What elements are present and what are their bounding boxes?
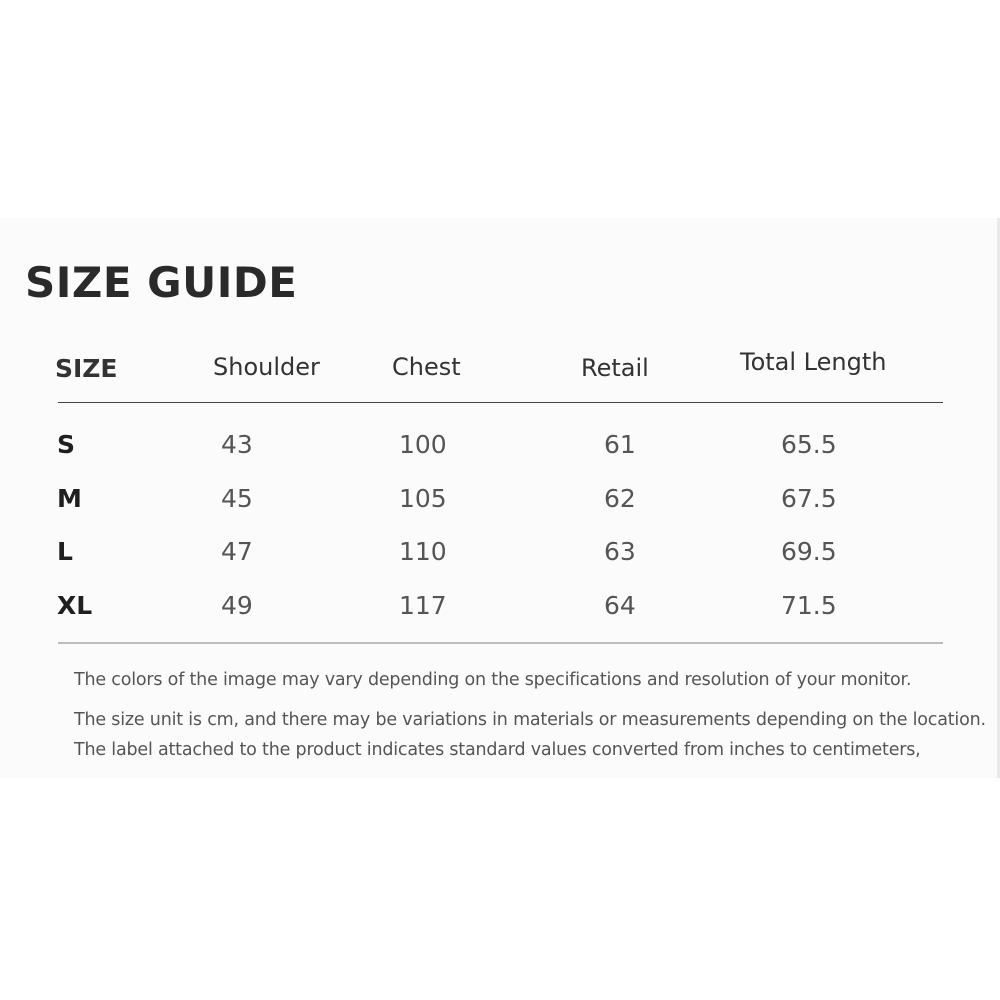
shoulder-cell: 47 [221,537,253,566]
shoulder-cell: 43 [221,430,253,459]
column-header-chest: Chest [392,353,461,381]
column-header-total-length: Total Length [740,348,887,376]
chest-cell: 117 [399,591,447,620]
total-length-cell: 67.5 [781,484,837,513]
note-size-unit: The size unit is cm, and there may be variations in materials or measurements depending on the location. [74,710,986,730]
retail-cell: 63 [604,537,636,566]
retail-cell: 62 [604,484,636,513]
size-cell: XL [57,591,93,620]
column-header-size: SIZE [55,354,118,383]
size-cell: M [57,484,82,513]
retail-cell: 64 [604,591,636,620]
note-monitor-colors: The colors of the image may vary depending on the specifications and resolution of your monitor. [74,670,912,690]
size-cell: S [57,430,76,459]
total-length-cell: 65.5 [781,430,837,459]
column-header-shoulder: Shoulder [213,353,320,381]
column-header-retail: Retail [581,354,649,382]
table-bottom-divider [58,642,943,644]
chest-cell: 105 [399,484,447,513]
page-title: SIZE GUIDE [25,258,298,307]
size-cell: L [57,537,73,566]
header-divider [58,402,943,403]
note-label-conversion: The label attached to the product indicates standard values converted from inches to centimeters, [74,740,921,760]
retail-cell: 61 [604,430,636,459]
total-length-cell: 69.5 [781,537,837,566]
chest-cell: 110 [399,537,447,566]
total-length-cell: 71.5 [781,591,837,620]
shoulder-cell: 49 [221,591,253,620]
shoulder-cell: 45 [221,484,253,513]
chest-cell: 100 [399,430,447,459]
